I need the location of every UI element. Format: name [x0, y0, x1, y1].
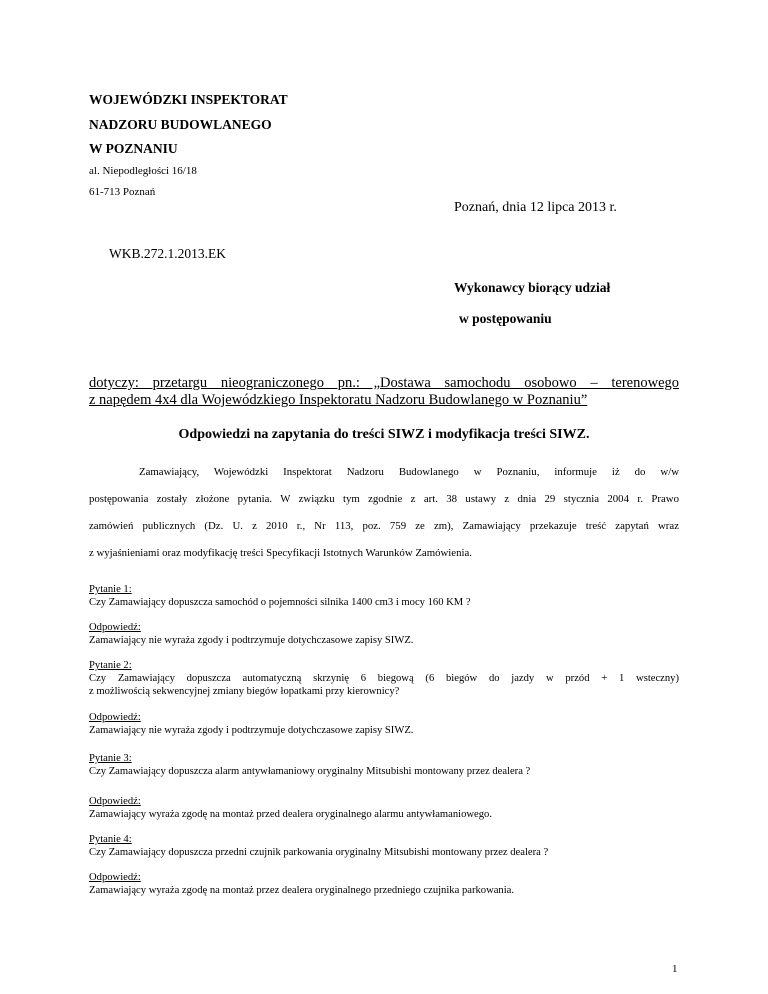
recipient-line1: Wykonawcy biorący udział [454, 280, 611, 295]
answer-1 [89, 621, 679, 647]
answer-label: Odpowiedź: [89, 796, 141, 807]
question-text-line1: Czy Zamawiający dopuszcza automatyczną skrzynię 6 biegową (6 biegów do jazdy w przód + 1 wsteczny) [89, 673, 679, 684]
intro-line1: Zamawiający, Wojewódzki Inspektorat Nadzoru Budowlanego w Poznaniu, informuje iż do w/w [139, 466, 679, 478]
subject-line2: z napędem 4x4 dla Wojewódzkiego Inspektoratu Nadzoru Budowlanego w Poznaniu” [89, 392, 588, 408]
intro-paragraph [89, 459, 679, 567]
subject [89, 375, 679, 409]
sender-name-line1: WOJEWÓDZKI INSPEKTORAT [89, 92, 288, 107]
question-4 [89, 833, 679, 859]
page-number: 1 [672, 963, 678, 975]
intro-line2: postępowania zostały złożone pytania. W związku tym zgodnie z art. 38 ustawy z dnia 29 stycznia 2004 r. Prawo [89, 493, 679, 505]
subject-line1: dotyczy: przetargu nieograniczonego pn.: „Dostawa samochodu osobowo – terenowego [89, 375, 679, 391]
intro-line4: z wyjaśnieniami oraz modyfikację treści Specyfikacji Istotnych Warunków Zamówienia. [89, 547, 472, 559]
answer-label: Odpowiedź: [89, 622, 141, 633]
answer-2 [89, 711, 679, 737]
sender-name-line3: W POZNANIU [89, 141, 178, 156]
recipient-line2: w postępowaniu [459, 311, 552, 326]
answer-text: Zamawiający wyraża zgodę na montaż przed dealera oryginalnego alarmu antywłamaniowego. [89, 809, 492, 820]
sender-address-street: al. Niepodległości 16/18 [89, 165, 197, 177]
question-text: Czy Zamawiający dopuszcza przedni czujnik parkowania oryginalny Mitsubishi montowany przez dealera ? [89, 847, 549, 858]
answer-text: Zamawiający nie wyraża zgody i podtrzymuje dotychczasowe zapisy SIWZ. [89, 725, 414, 736]
question-2 [89, 659, 679, 698]
question-3 [89, 752, 679, 778]
reference-number: WKB.272.1.2013.EK [109, 246, 226, 261]
question-label: Pytanie 1: [89, 584, 132, 595]
question-label: Pytanie 3: [89, 753, 132, 764]
question-1 [89, 583, 679, 609]
question-label: Pytanie 2: [89, 660, 132, 671]
document-date: Poznań, dnia 12 lipca 2013 r. [454, 200, 617, 215]
question-text-line2: z możliwością sekwencyjnej zmiany biegów łopatkami przy kierownicy? [89, 686, 400, 697]
question-label: Pytanie 4: [89, 834, 132, 845]
answer-label: Odpowiedź: [89, 712, 141, 723]
question-text: Czy Zamawiający dopuszcza samochód o pojemności silnika 1400 cm3 i mocy 160 KM ? [89, 597, 471, 608]
answer-4 [89, 871, 679, 897]
sender-name-line2: NADZORU BUDOWLANEGO [89, 117, 272, 132]
answer-3 [89, 795, 679, 821]
answer-text: Zamawiający wyraża zgodę na montaż przez dealera oryginalnego przedniego czujnika parkowania. [89, 885, 515, 896]
intro-line3: zamówień publicznych (Dz. U. z 2010 r., Nr 113, poz. 759 ze zm), Zamawiający przekazuje treść zapytań wraz [89, 520, 679, 532]
document-heading: Odpowiedzi na zapytania do treści SIWZ i modyfikacja treści SIWZ. [178, 427, 590, 442]
question-text: Czy Zamawiający dopuszcza alarm antywłamaniowy oryginalny Mitsubishi montowany przez dealera ? [89, 766, 531, 777]
answer-label: Odpowiedź: [89, 872, 141, 883]
sender-address-city: 61-713 Poznań [89, 186, 156, 198]
answer-text: Zamawiający nie wyraża zgody i podtrzymuje dotychczasowe zapisy SIWZ. [89, 635, 414, 646]
